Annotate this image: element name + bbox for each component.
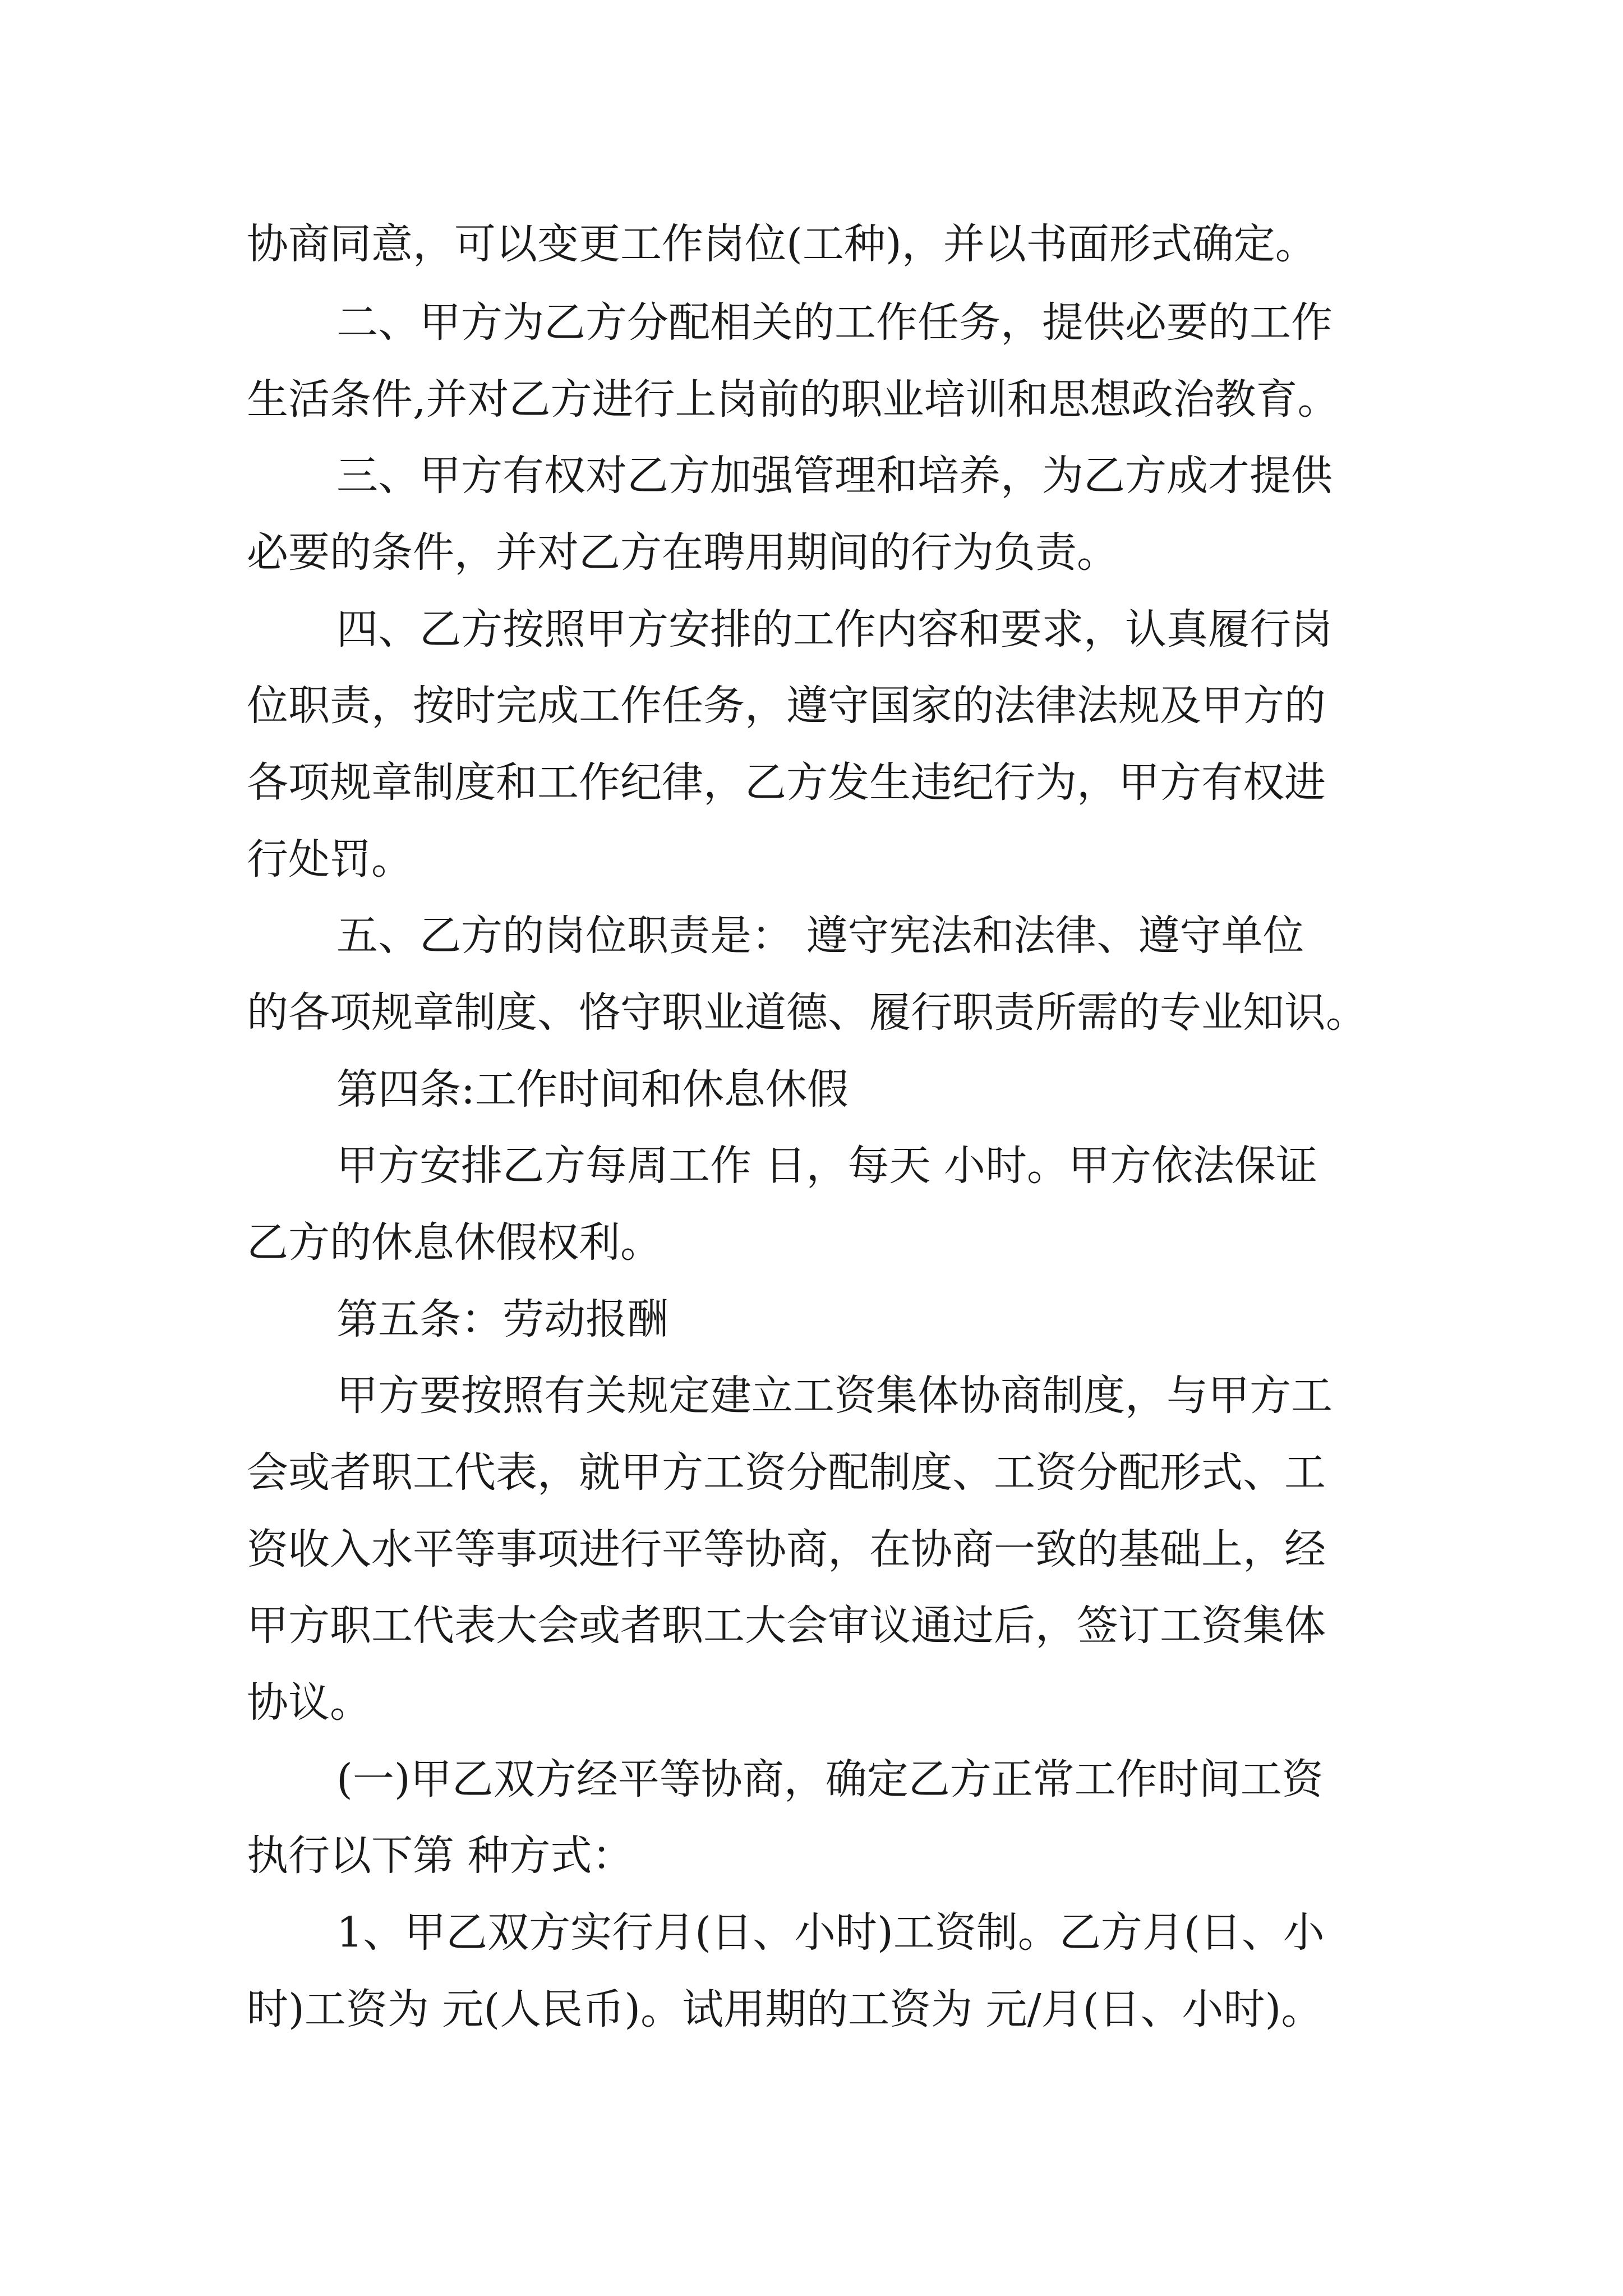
- section-heading: 第四条:工作时间和休息休假: [336, 1065, 849, 1114]
- text-line: 甲方安排乙方每周工作 日，每天 小时。甲方依法保证: [336, 1142, 1318, 1190]
- text-line: 协商同意，可以变更工作岗位(工种)，并以书面形式确定。: [247, 220, 1317, 268]
- text-line: 甲方要按照有关规定建立工资集体协商制度，与甲方工: [336, 1372, 1332, 1420]
- text-line: 1、甲乙双方实行月(日、小时)工资制。乙方月(日、小: [336, 1908, 1325, 1957]
- text-line: 二、甲方为乙方分配相关的工作任务，提供必要的工作: [336, 298, 1332, 347]
- text-line: 甲方职工代表大会或者职工大会审议通过后，签订工资集体: [247, 1602, 1326, 1650]
- text-line: 四、乙方按照甲方安排的工作内容和要求，认真履行岗: [336, 605, 1332, 654]
- text-line: 五、乙方的岗位职责是： 遵守宪法和法律、遵守单位: [336, 912, 1304, 960]
- text-line: 必要的条件，并对乙方在聘用期间的行为负责。: [247, 528, 1118, 577]
- text-line: 的各项规章制度、恪守职业道德、履行职责所需的专业知识。: [247, 988, 1367, 1037]
- text-line: 时)工资为 元(人民币)。试用期的工资为 元/月(日、小时)。: [247, 1985, 1323, 2033]
- text-line: 行处罚。: [247, 835, 413, 884]
- text-line: 三、甲方有权对乙方加强管理和培养，为乙方成才提供: [336, 452, 1332, 500]
- section-heading: 第五条：劳动报酬: [336, 1295, 668, 1343]
- text-line: 生活条件,并对乙方进行上岗前的职业培训和思想政治教育。: [247, 375, 1339, 424]
- text-line: (一)甲乙双方经平等协商，确定乙方正常工作时间工资: [336, 1755, 1324, 1803]
- text-line: 会或者职工代表，就甲方工资分配制度、工资分配形式、工: [247, 1448, 1326, 1497]
- text-line: 各项规章制度和工作纪律，乙方发生违纪行为，甲方有权进: [247, 758, 1326, 807]
- text-line: 协议。: [247, 1678, 371, 1727]
- text-line: 执行以下第 种方式：: [247, 1832, 634, 1880]
- text-line: 资收入水平等事项进行平等协商，在协商一致的基础上，经: [247, 1525, 1326, 1573]
- text-line: 乙方的休息休假权利。: [247, 1218, 662, 1267]
- text-line: 位职责，按时完成工作任务，遵守国家的法律法规及甲方的: [247, 682, 1326, 730]
